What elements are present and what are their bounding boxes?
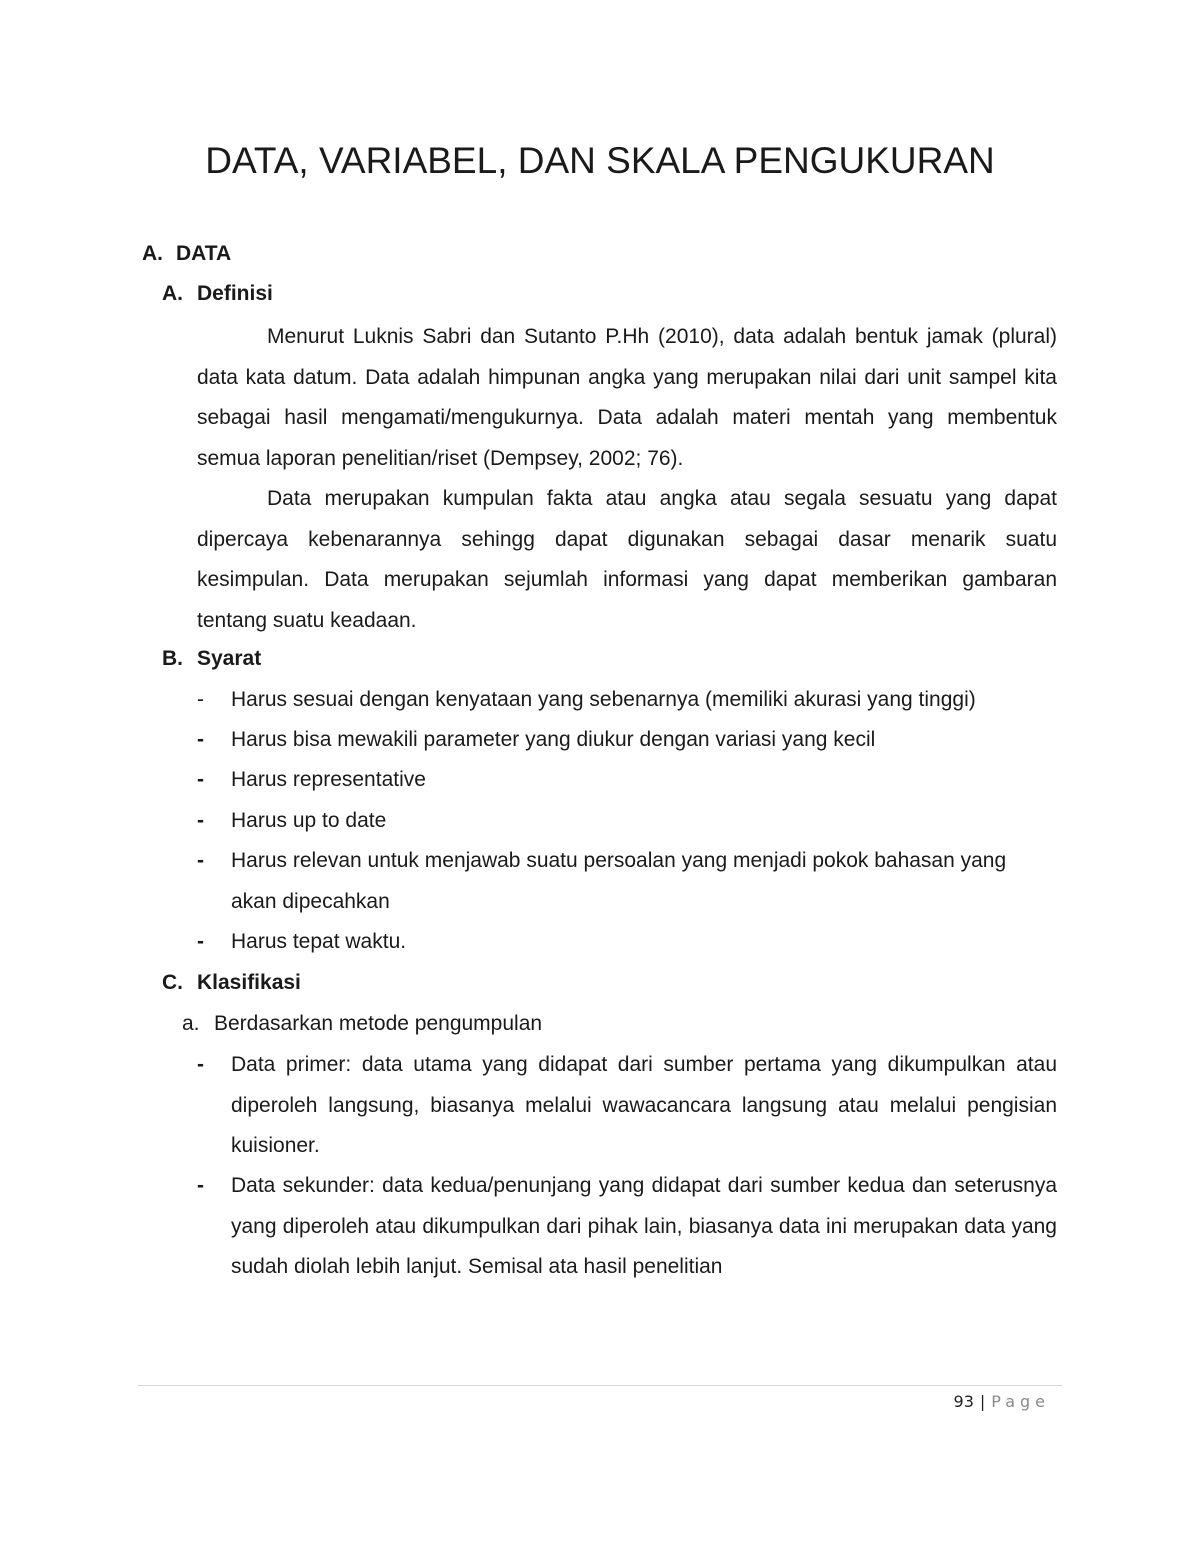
bullet-dash: - [197,768,204,791]
bullet-dash: - [197,809,204,832]
bullet-dash: - [197,688,204,711]
definisi-paragraph-2: Data merupakan kumpulan fakta atau angka atau segala sesuatu yang dapat dipercaya kebenarannya sehingg dapat digunakan sebagai dasar menarik suatu kesimpulan. Data merupakan sejumlah informasi yang dapat memberikan gambaran tentang suatu keadaan. [197,487,1057,632]
section-data-heading [142,242,231,266]
syarat-item-text: Harus tepat waktu. [231,930,407,953]
section-label: A. [142,242,163,265]
klasifikasi-label: C. [162,971,183,994]
subheading-text: Berdasarkan metode pengumpulan [214,1012,543,1035]
definisi-label: A. [162,282,183,305]
syarat-heading [162,647,261,671]
bullet-dash: - [197,728,204,751]
syarat-item-text: Harus up to date [231,809,387,832]
syarat-item-text: Harus sesuai dengan kenyataan yang sebenarnya (memiliki akurasi yang tinggi) [231,688,976,711]
klasifikasi-item-text: Data sekunder: data kedua/penunjang yang didapat dari sumber kedua dan seterusnya yang diperoleh atau dikumpulkan dari pihak lain, biasanya data ini merupakan data yang sudah diolah lebih lanjut. Semisal ata hasil penelitian [231,1174,1057,1278]
syarat-label: B. [162,647,183,670]
bullet-dash: - [197,1053,204,1076]
footer-separator: | [979,1392,986,1411]
syarat-item [197,801,1057,842]
klasifikasi-heading [162,971,301,995]
bullet-dash: - [197,930,204,953]
subheading-label: a. [182,1012,200,1035]
page-label: Page [991,1392,1050,1411]
syarat-item-text: Harus representative [231,768,426,791]
klasifikasi-item-text: Data primer: data utama yang didapat dari sumber pertama yang dikumpulkan atau diperoleh langsung, biasanya melalui wawacancara langsung atau melalui pengisian kuisioner. [231,1053,1057,1157]
syarat-item [197,841,1041,922]
klasifikasi-heading-text: Klasifikasi [197,971,301,994]
syarat-item-text: Harus bisa mewakili parameter yang diukur dengan variasi yang kecil [231,728,876,751]
syarat-item-text: Harus relevan untuk menjawab suatu persoalan yang menjadi pokok bahasan yang akan dipecahkan [231,849,1007,913]
syarat-item [197,922,1057,963]
syarat-item [197,680,1057,721]
page-number: 93 [953,1392,974,1411]
footer-divider [138,1385,1062,1386]
page-title: DATA, VARIABEL, DAN SKALA PENGUKURAN [205,140,995,181]
syarat-item [197,720,1057,761]
page-footer [954,1392,1050,1411]
section-heading-text: DATA [176,242,232,265]
definisi-paragraph-1: Menurut Luknis Sabri dan Sutanto P.Hh (2010), data adalah bentuk jamak (plural) data kata datum. Data adalah himpunan angka yang merupakan nilai dari unit sampel kita sebagai hasil mengamati/mengukurnya. Data adalah materi mentah yang membentuk semua laporan penelitian/riset (Dempsey, 2002; 76). [197,325,1057,470]
klasifikasi-subheading [182,1012,542,1036]
klasifikasi-item [197,1166,1057,1288]
definisi-heading-text: Definisi [197,282,273,305]
bullet-dash: - [197,1174,204,1197]
bullet-dash: - [197,849,204,872]
syarat-heading-text: Syarat [197,647,262,670]
definisi-heading [162,282,273,306]
klasifikasi-item [197,1045,1057,1167]
syarat-item [197,760,1057,801]
